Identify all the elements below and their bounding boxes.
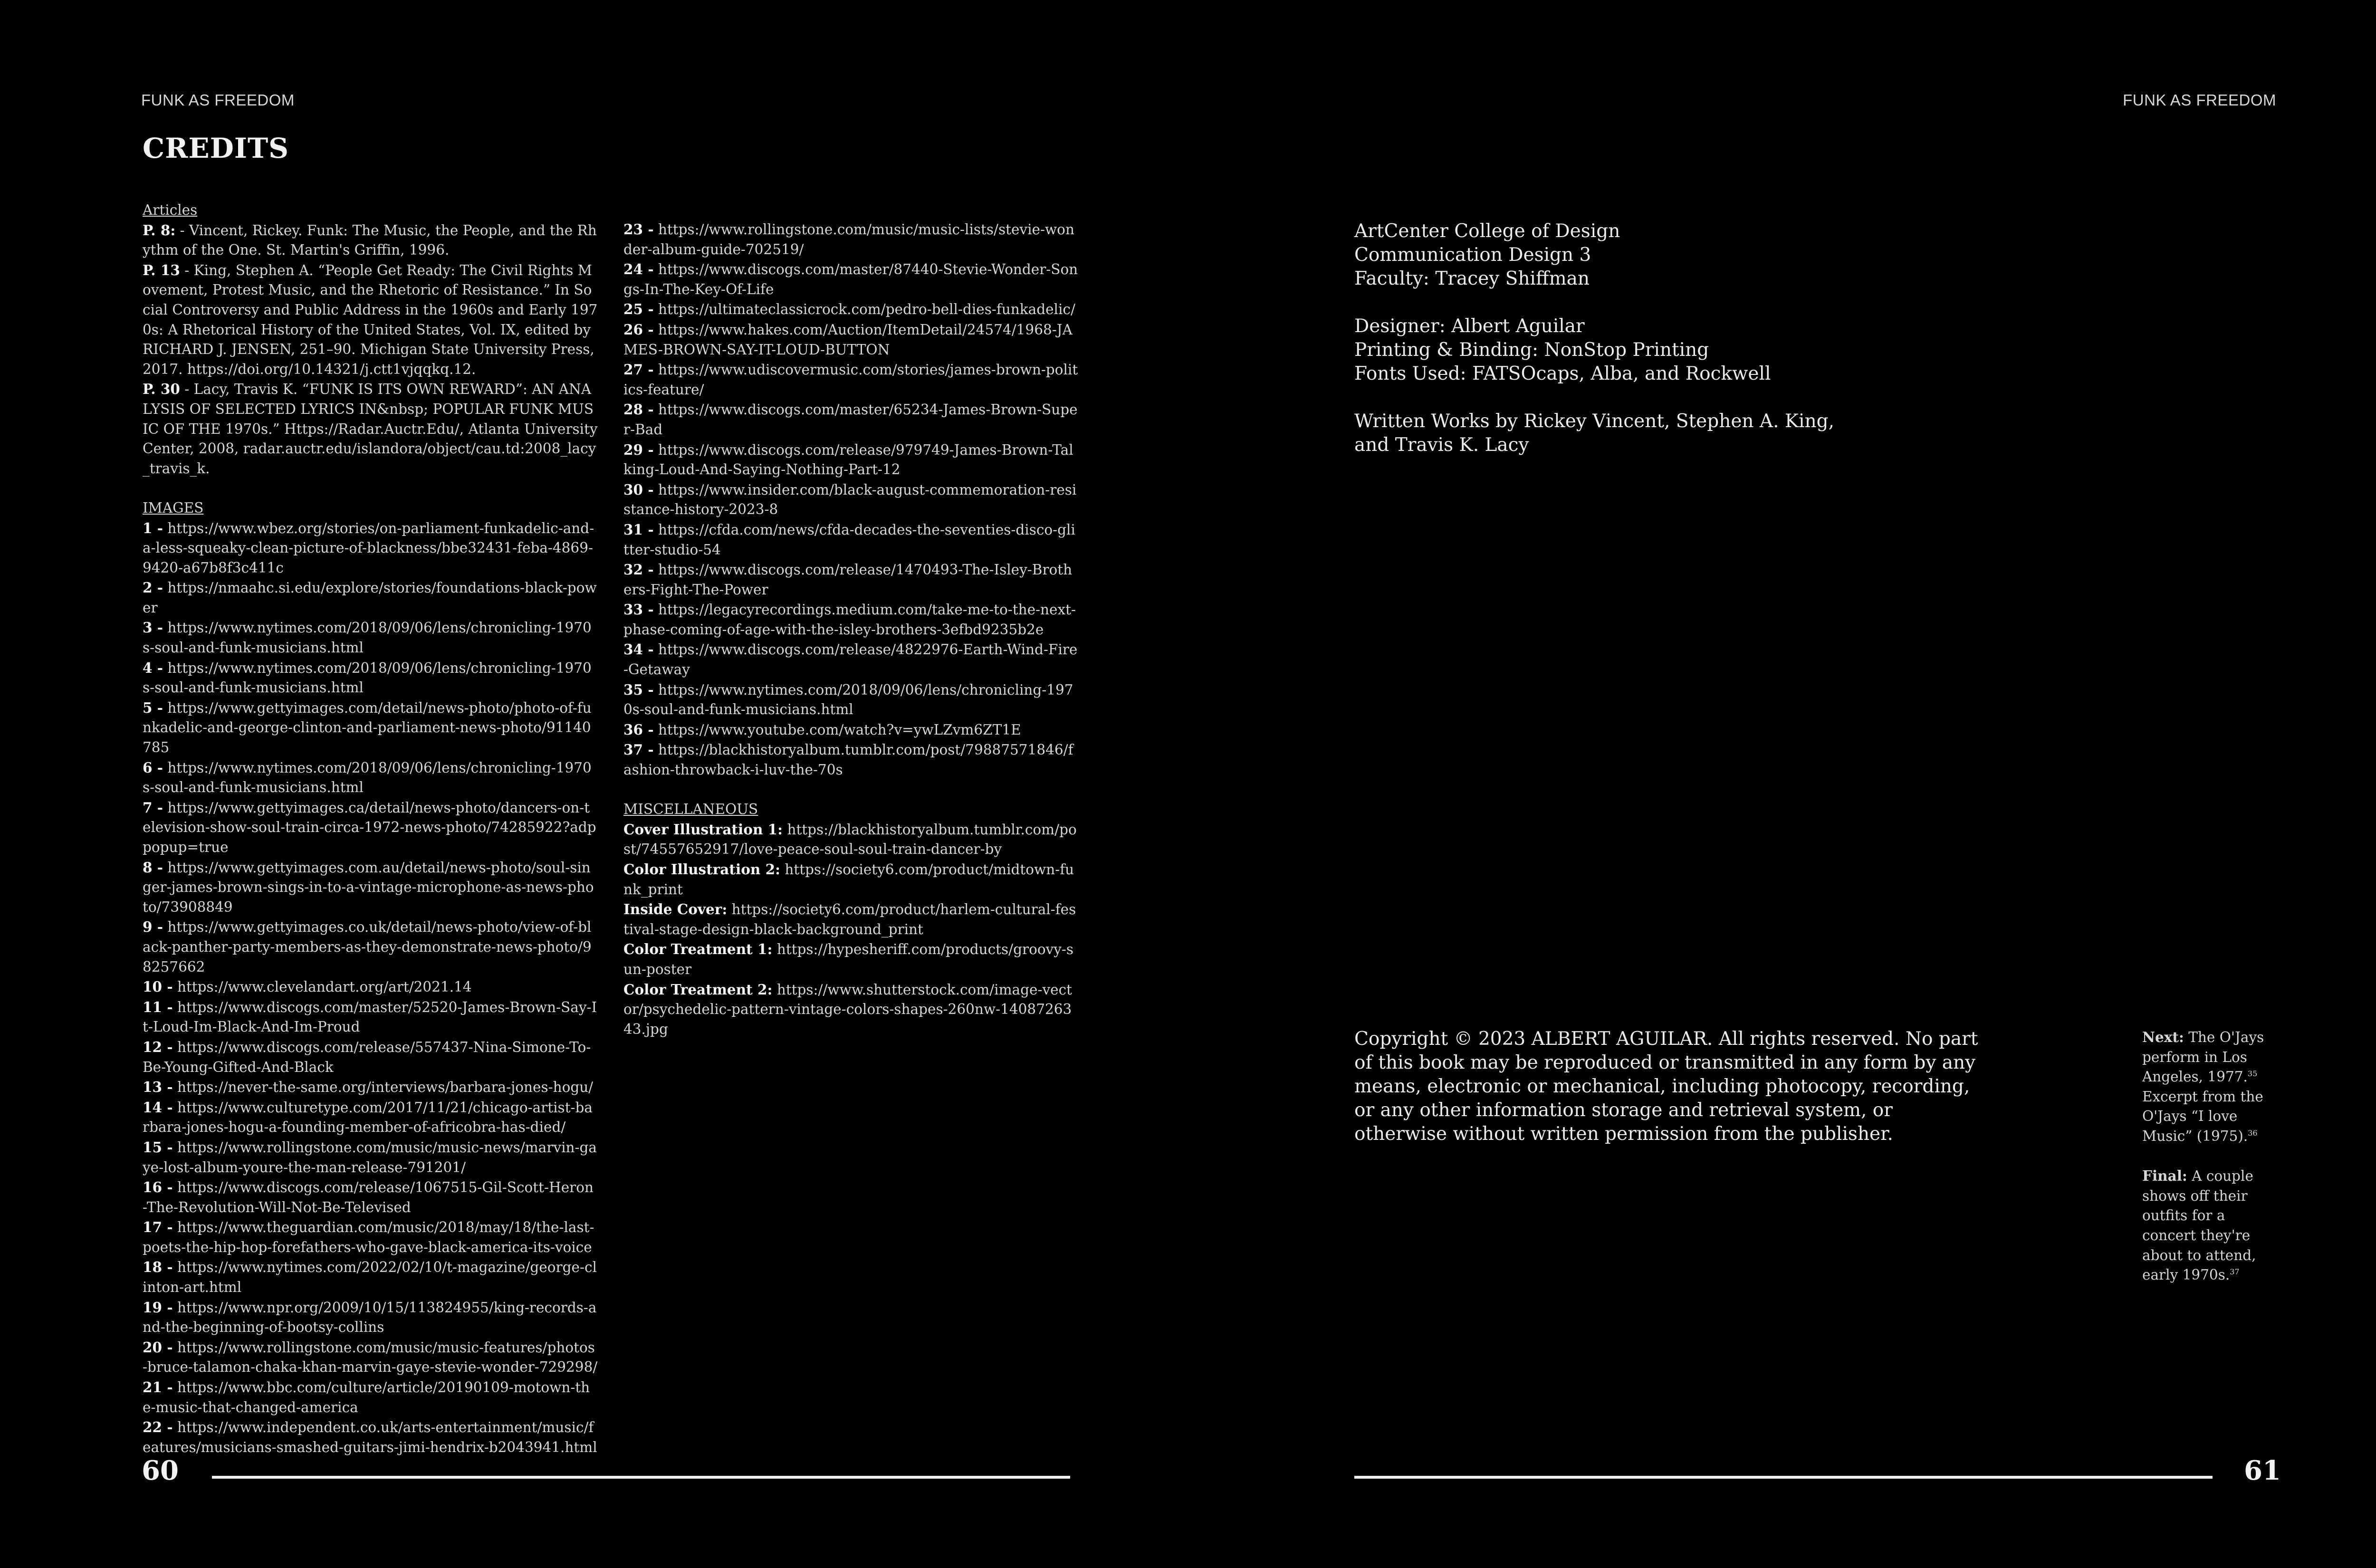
credit-text: https://www.gettyimages.com.au/detail/news-photo/soul-singer-james-brown-sings-in-to-a-vintage-microphone-as-news-photo/73908849 xyxy=(143,859,594,915)
credit-text: https://society6.com/product/midtown-funk_print xyxy=(623,861,1074,898)
credit-text: https://www.independent.co.uk/arts-entertainment/music/features/musicians-smashed-guitars-jimi-hendrix-b2043941.html xyxy=(143,1419,597,1455)
caption-ref: 35 xyxy=(2247,1069,2258,1079)
caption-text: The O'Jays perform in Los Angeles, 1977. xyxy=(2142,1029,2264,1085)
credit-text: https://www.wbez.org/stories/on-parliament-funkadelic-and-a-less-squeaky-clean-picture-of-blackness/bbe32431-feba-4869-9420-a67b8f3c411c xyxy=(143,520,594,576)
credit-entry xyxy=(143,997,598,1037)
caption-text: A couple shows off their outfits for a concert they're about to attend, early 1970s. xyxy=(2142,1168,2256,1283)
credit-label: 36 - xyxy=(623,721,654,738)
credit-label: 33 - xyxy=(623,601,654,618)
credit-label: 21 - xyxy=(143,1379,173,1396)
credit-label: Cover Illustration 1: xyxy=(623,821,783,838)
credit-label: 7 - xyxy=(143,799,163,816)
caption-ref: 37 xyxy=(2230,1267,2240,1277)
credit-text: https://www.youtube.com/watch?v=ywLZvm6ZT1E xyxy=(653,721,1021,738)
credit-entry xyxy=(143,379,598,478)
credit-text: https://www.rollingstone.com/music/music-features/photos-bruce-talamon-chaka-khan-marvin-gaye-stevie-wonder-729298/ xyxy=(143,1339,598,1376)
credit-entry xyxy=(623,440,1080,480)
section-heading: Articles xyxy=(143,202,198,218)
credit-text: https://www.discogs.com/master/52520-James-Brown-Say-It-Loud-Im-Black-And-Im-Proud xyxy=(143,999,597,1035)
credit-label: 20 - xyxy=(143,1339,173,1356)
caption-ref: 36 xyxy=(2248,1128,2258,1138)
credit-entry xyxy=(143,260,598,380)
credit-label: 5 - xyxy=(143,699,163,716)
credit-entry xyxy=(143,658,598,698)
credit-label: Color Treatment 2: xyxy=(623,981,773,998)
credit-text: https://nmaahc.si.edu/explore/stories/foundations-black-power xyxy=(143,580,597,616)
footer-rule-left xyxy=(212,1476,1070,1479)
credit-label: 11 - xyxy=(143,998,173,1015)
credit-entry xyxy=(143,1417,598,1457)
credit-entry xyxy=(143,698,598,758)
credit-entry xyxy=(143,858,598,918)
credit-entry xyxy=(143,1298,598,1338)
credit-text: https://www.npr.org/2009/10/15/113824955/king-records-and-the-beginning-of-bootsy-collins xyxy=(143,1299,597,1336)
info-line: Fonts Used: FATSOcaps, Alba, and Rockwell xyxy=(1354,363,1771,384)
credit-label: P. 30 xyxy=(143,381,180,398)
running-header-left: FUNK AS FREEDOM xyxy=(141,91,295,109)
credit-label: 34 - xyxy=(623,641,654,658)
credit-entry xyxy=(623,480,1080,520)
info-line: Printing & Binding: NonStop Printing xyxy=(1354,339,1709,361)
info-line: Faculty: Tracey Shiffman xyxy=(1354,268,1590,289)
credit-text: https://www.rollingstone.com/music/music-news/marvin-gaye-lost-album-youre-the-man-release-791201/ xyxy=(143,1139,597,1176)
credit-label: Inside Cover: xyxy=(623,901,728,918)
credit-text: https://legacyrecordings.medium.com/take-me-to-the-next-phase-coming-of-age-with-the-isley-brothers-3efbd9235b2e xyxy=(623,602,1076,638)
credit-text: https://blackhistoryalbum.tumblr.com/post/79887571846/fashion-throwback-i-luv-the-70s xyxy=(623,742,1073,778)
info-block xyxy=(1354,220,1972,291)
credit-label: 30 - xyxy=(623,481,654,498)
caption xyxy=(2142,1166,2271,1285)
credit-label: 3 - xyxy=(143,619,163,636)
info-line: Communication Design 3 xyxy=(1354,244,1591,266)
running-header-right: FUNK AS FREEDOM xyxy=(2123,91,2276,109)
credit-label: 32 - xyxy=(623,561,654,578)
footer-rule-right xyxy=(1354,1476,2213,1479)
credit-label: 6 - xyxy=(143,759,163,776)
credit-label: 13 - xyxy=(143,1079,173,1096)
credit-entry xyxy=(623,360,1080,400)
credit-entry xyxy=(623,259,1080,299)
credit-text: - King, Stephen A. “People Get Ready: The Civil Rights Movement, Protest Music, and the Rhetoric of Resistance.” In Social Controversy and Public Address in the 1960s and Early 1970s: A Rhetorical History of the United States, Vol. IX, edited by RICHARD J. JENSEN, 251–90. Michigan State University Press, 2017. https://doi.org/10.14321/j.ctt1vjqqkq.12. xyxy=(143,262,598,377)
credit-text: https://www.hakes.com/Auction/ItemDetail/24574/1968-JAMES-BROWN-SAY-IT-LOUD-BUTTON xyxy=(623,321,1073,358)
credit-label: 17 - xyxy=(143,1219,173,1236)
credit-label: 4 - xyxy=(143,659,163,676)
credit-text: https://www.rollingstone.com/music/music-lists/stevie-wonder-album-guide-702519/ xyxy=(623,221,1074,258)
credit-label: 10 - xyxy=(143,978,173,995)
credit-text: https://cfda.com/news/cfda-decades-the-seventies-disco-glitter-studio-54 xyxy=(623,521,1075,558)
credit-entry xyxy=(143,1377,598,1417)
section-heading: MISCELLANEOUS xyxy=(623,801,758,818)
credits-column-1 xyxy=(143,201,598,1457)
credit-entry xyxy=(143,977,598,997)
credit-entry xyxy=(143,1037,598,1077)
credit-entry xyxy=(623,520,1080,560)
credit-text: https://www.gettyimages.co.uk/detail/news-photo/view-of-black-panther-party-members-as-they-demonstrate-news-photo/98257662 xyxy=(143,919,592,975)
credit-text: https://www.theguardian.com/music/2018/may/18/the-last-poets-the-hip-hop-forefathers-who-gave-black-america-its-voice xyxy=(143,1219,594,1255)
credit-entry xyxy=(143,1098,598,1138)
credit-label: P. 8: xyxy=(143,221,176,239)
credit-text: https://www.udiscovermusic.com/stories/james-brown-politics-feature/ xyxy=(623,362,1078,398)
credit-entry xyxy=(143,1177,598,1217)
info-block xyxy=(1354,315,1972,386)
credit-text: - Vincent, Rickey. Funk: The Music, the People, and the Rhythm of the One. St. Martin's Griffin, 1996. xyxy=(143,222,597,258)
credit-text: https://blackhistoryalbum.tumblr.com/post/74557652917/love-peace-soul-soul-train-dancer-by xyxy=(623,821,1077,858)
caption-text: Excerpt from the O'Jays “I love Music” (1975). xyxy=(2142,1088,2263,1144)
credit-label: 25 - xyxy=(623,301,654,318)
credit-text: https://www.insider.com/black-august-commemoration-resistance-history-2023-8 xyxy=(623,481,1077,518)
credit-label: 19 - xyxy=(143,1299,173,1316)
credit-entry xyxy=(623,600,1080,640)
credit-label: P. 13 xyxy=(143,261,180,278)
image-captions xyxy=(2142,1027,2271,1305)
credit-label: 14 - xyxy=(143,1099,173,1116)
credit-entry xyxy=(623,320,1080,360)
info-line: Designer: Albert Aguilar xyxy=(1354,316,1585,337)
credit-entry xyxy=(623,640,1080,679)
credit-entry xyxy=(143,758,598,798)
caption xyxy=(2142,1027,2271,1147)
credit-entry xyxy=(623,980,1080,1040)
credit-label: Color Treatment 1: xyxy=(623,941,773,958)
credit-entry xyxy=(143,1077,598,1098)
info-line: and Travis K. Lacy xyxy=(1354,434,1529,456)
credit-label: 12 - xyxy=(143,1038,173,1055)
credit-text: https://www.discogs.com/master/65234-James-Brown-Super-Bad xyxy=(623,402,1078,438)
copyright-notice: Copyright © 2023 ALBERT AGUILAR. All rights reserved. No part of this book may be reproduced or transmitted in any form by any means, electronic or mechanical, including photocopy, recording, or any other information storage and retrieval system, or otherwise without written permission from the publisher. xyxy=(1354,1028,1978,1145)
credit-label: 29 - xyxy=(623,441,654,458)
credit-entry xyxy=(623,560,1080,600)
credit-entry xyxy=(623,680,1080,720)
section-heading: IMAGES xyxy=(143,499,204,516)
credit-entry xyxy=(143,798,598,858)
credit-text: https://www.nytimes.com/2018/09/06/lens/chronicling-1970s-soul-and-funk-musicians.html xyxy=(143,759,592,796)
credit-text: https://hypesheriff.com/products/groovy-sun-poster xyxy=(623,941,1074,977)
credit-label: 23 - xyxy=(623,221,654,238)
credit-label: 28 - xyxy=(623,401,654,418)
credit-label: 35 - xyxy=(623,681,654,698)
credit-entry xyxy=(623,820,1080,860)
credit-text: https://www.culturetype.com/2017/11/21/chicago-artist-barbara-jones-hogu-a-founding-member-of-africobra-has-died/ xyxy=(143,1099,593,1136)
credit-label: 31 - xyxy=(623,521,654,538)
credit-text: https://www.discogs.com/release/1470493-The-Isley-Brothers-Fight-The-Power xyxy=(623,562,1073,598)
spacer xyxy=(143,478,598,498)
credit-entry xyxy=(143,220,598,260)
info-line: ArtCenter College of Design xyxy=(1354,220,1620,242)
credit-entry xyxy=(143,1338,598,1377)
credit-label: 24 - xyxy=(623,261,654,278)
page-number-right: 61 xyxy=(2244,1455,2281,1486)
spacer xyxy=(623,780,1080,800)
credit-entry xyxy=(623,860,1080,899)
credit-label: 2 - xyxy=(143,579,163,596)
credit-text: https://www.bbc.com/culture/article/20190109-motown-the-music-that-changed-america xyxy=(143,1379,590,1415)
info-line: Written Works by Rickey Vincent, Stephen A. King, xyxy=(1354,411,1834,432)
credit-text: - Lacy, Travis K. “FUNK IS ITS OWN REWARD”: AN ANALYSIS OF SELECTED LYRICS IN&nbsp; POPULAR FUNK MUSIC OF THE 1970s.” Https://Radar.Auctr.Edu/, Atlanta University Center, 2008, radar.auctr.edu/islandora/object/cau.td:2008_lacy_travis_k. xyxy=(143,381,598,477)
credit-text: https://www.discogs.com/release/979749-James-Brown-Talking-Loud-And-Saying-Nothing-Part-12 xyxy=(623,441,1073,478)
credits-column-2 xyxy=(623,220,1080,1039)
credit-text: https://www.discogs.com/release/1067515-Gil-Scott-Heron-The-Revolution-Will-Not-Be-Televised xyxy=(143,1179,594,1215)
credit-entry xyxy=(623,740,1080,780)
credit-entry xyxy=(623,939,1080,979)
credit-entry xyxy=(143,1217,598,1257)
credit-text: https://www.nytimes.com/2018/09/06/lens/chronicling-1970s-soul-and-funk-musicians.html xyxy=(623,681,1073,718)
colophon-info xyxy=(1354,220,1972,481)
caption-label: Final: xyxy=(2142,1167,2187,1185)
credit-entry xyxy=(623,400,1080,440)
credit-text: https://www.gettyimages.ca/detail/news-photo/dancers-on-television-show-soul-train-circa-1972-news-photo/74285922?adppopup=true xyxy=(143,799,596,855)
credit-label: 22 - xyxy=(143,1419,173,1436)
credit-text: https://www.nytimes.com/2022/02/10/t-magazine/george-clinton-art.html xyxy=(143,1259,597,1296)
credit-text: https://www.nytimes.com/2018/09/06/lens/chronicling-1970s-soul-and-funk-musicians.html xyxy=(143,620,592,656)
credit-entry xyxy=(143,917,598,977)
credit-label: 27 - xyxy=(623,361,654,378)
page-title: CREDITS xyxy=(143,132,289,164)
credit-label: 15 - xyxy=(143,1138,173,1156)
credit-entry xyxy=(623,299,1080,320)
credit-entry xyxy=(623,899,1080,939)
credit-text: https://never-the-same.org/interviews/barbara-jones-hogu/ xyxy=(172,1079,594,1096)
credit-entry xyxy=(623,220,1080,259)
caption-label: Next: xyxy=(2142,1029,2184,1045)
credit-entry xyxy=(143,618,598,658)
credit-text: https://www.nytimes.com/2018/09/06/lens/chronicling-1970s-soul-and-funk-musicians.html xyxy=(143,660,592,696)
credit-text: https://www.discogs.com/release/557437-Nina-Simone-To-Be-Young-Gifted-And-Black xyxy=(143,1039,591,1075)
credit-label: 18 - xyxy=(143,1259,173,1276)
credit-label: Color Illustration 2: xyxy=(623,861,781,878)
credit-entry xyxy=(143,1257,598,1297)
credit-label: 8 - xyxy=(143,859,163,876)
credit-text: https://www.discogs.com/master/87440-Stevie-Wonder-Songs-In-The-Key-Of-Life xyxy=(623,261,1078,297)
credit-text: https://ultimateclassicrock.com/pedro-bell-dies-funkadelic/ xyxy=(653,301,1075,318)
credit-text: https://www.discogs.com/release/4822976-Earth-Wind-Fire-Getaway xyxy=(623,641,1078,678)
credit-text: https://www.gettyimages.com/detail/news-photo/photo-of-funkadelic-and-george-clinton-and-parliament-news-photo/91140785 xyxy=(143,699,592,756)
credit-label: 16 - xyxy=(143,1179,173,1196)
info-block xyxy=(1354,410,1972,457)
page-number-left: 60 xyxy=(142,1455,179,1486)
credit-entry xyxy=(143,518,598,578)
credit-label: 9 - xyxy=(143,918,163,936)
credit-entry xyxy=(143,578,598,618)
credit-label: 26 - xyxy=(623,321,654,338)
credit-label: 37 - xyxy=(623,741,654,758)
credit-text: https://society6.com/product/harlem-cultural-festival-stage-design-black-background_print xyxy=(623,901,1076,937)
credit-label: 1 - xyxy=(143,519,163,536)
credit-text: https://www.clevelandart.org/art/2021.14 xyxy=(172,979,472,995)
credit-entry xyxy=(623,720,1080,740)
credit-entry xyxy=(143,1138,598,1177)
credit-text: https://www.shutterstock.com/image-vector/psychedelic-pattern-vintage-colors-shapes-260nw-1408726343.jpg xyxy=(623,981,1072,1037)
